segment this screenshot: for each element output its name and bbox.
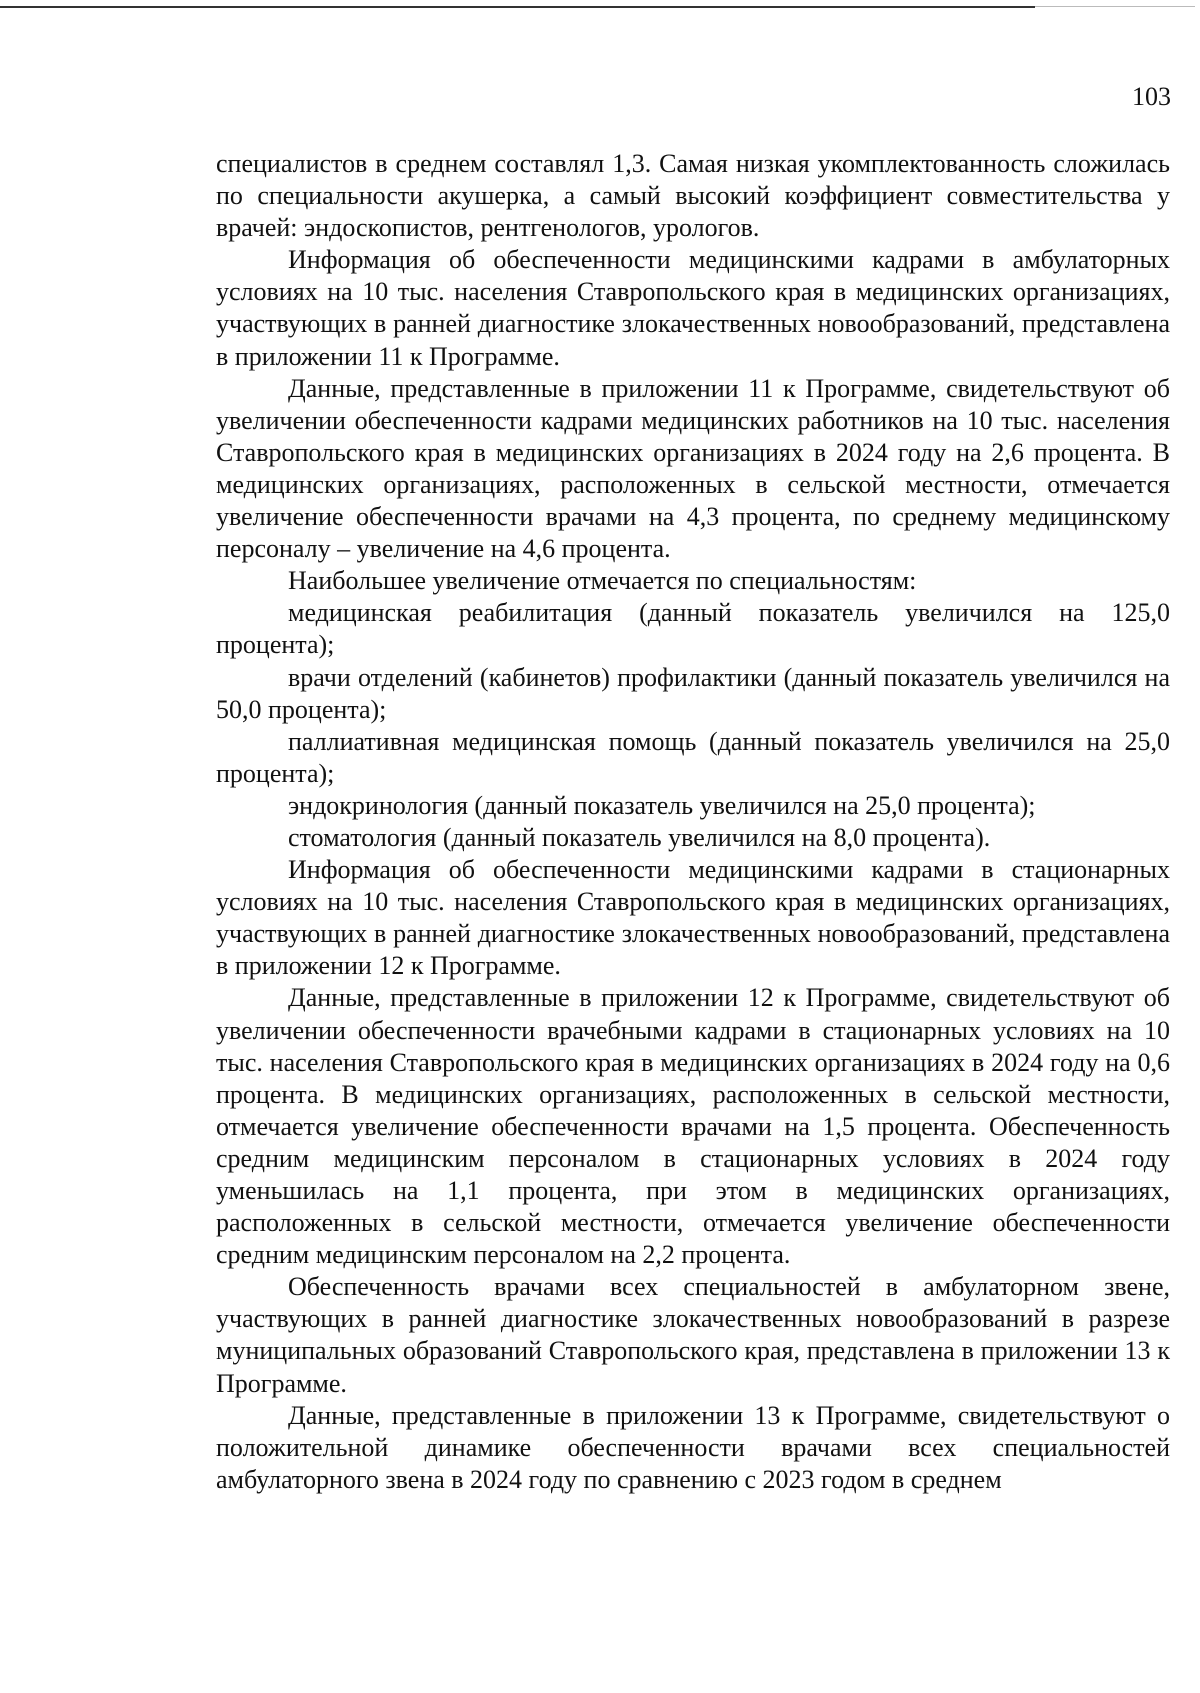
paragraph: Данные, представленные в приложении 12 к Программе, свидетельствуют об увеличении обеспеченности врачебными кадрами в стационарных условиях на 10 тыс. населения Ставропольского края в медицинских организациях в 2024 году на 0,6 процента. В медицинских организациях, расположенных в сельской местности, отмечается увеличение обеспеченности врачами на 1,5 процента. Обеспеченность средним медицинским персоналом в стационарных условиях в 2024 году уменьшилась на 1,1 процента, при этом в медицинских организациях, расположенных в сельской местности, отмечается увеличение обеспеченности средним медицинским персоналом на 2,2 процента.	[216, 983, 1170, 1270]
paragraph: Данные, представленные в приложении 13 к Программе, свидетельствуют о положительной динамике обеспеченности врачами всех специальностей амбулаторного звена в 2024 году по сравнению с 2023 годом в среднем	[216, 1400, 1170, 1494]
paragraph: Информация об обеспеченности медицинскими кадрами в амбулаторных условиях на 10 тыс. населения Ставропольского края в медицинских организациях, участвующих в ранней диагностике злокачественных новообразований, представлена в приложении 11 к Программе.	[216, 245, 1170, 371]
list-item: эндокринология (данный показатель увеличился на 25,0 процента);	[288, 790, 1036, 820]
page-number: 103	[1132, 82, 1171, 111]
paragraph: Данные, представленные в приложении 11 к Программе, свидетельствуют об увеличении обеспеченности кадрами медицинских работников на 10 тыс. населения Ставропольского края в медицинских организациях в 2024 году на 2,6 процента. В медицинских организациях, расположенных в сельской местности, отмечается увеличение обеспеченности врачами на 4,3 процента, по среднему медицинскому персоналу – увеличение на 4,6 процента.	[216, 373, 1170, 564]
paragraph: Обеспеченность врачами всех специальностей в амбулаторном звене, участвующих в ранней диагностике злокачественных новообразований в разрезе муниципальных образований Ставропольского края, представлена в приложении 13 к Программе.	[216, 1272, 1170, 1398]
list-item: паллиативная медицинская помощь (данный показатель увеличился на 25,0 процента);	[216, 726, 1170, 788]
top-border-line	[0, 6, 1035, 8]
list-item: медицинская реабилитация (данный показатель увеличился на 125,0 процента);	[216, 598, 1170, 660]
document-body	[216, 148, 1170, 1496]
list-item: врачи отделений (кабинетов) профилактики (данный показатель увеличился на 50,0 процента);	[216, 662, 1170, 724]
paragraph: Наибольшее увеличение отмечается по специальностям:	[288, 566, 917, 596]
list-item: стоматология (данный показатель увеличился на 8,0 процента).	[288, 822, 991, 852]
paragraph-continuation: специалистов в среднем составлял 1,3. Самая низкая укомплектованность сложилась по специальности акушерка, а самый высокий коэффициент совместительства у врачей: эндоскопистов, рентгенологов, урологов.	[216, 149, 1170, 243]
paragraph: Информация об обеспеченности медицинскими кадрами в стационарных условиях на 10 тыс. населения Ставропольского края в медицинских организациях, участвующих в ранней диагностике злокачественных новообразований, представлена в приложении 12 к Программе.	[216, 855, 1170, 981]
top-border-line-faint	[1035, 6, 1195, 7]
